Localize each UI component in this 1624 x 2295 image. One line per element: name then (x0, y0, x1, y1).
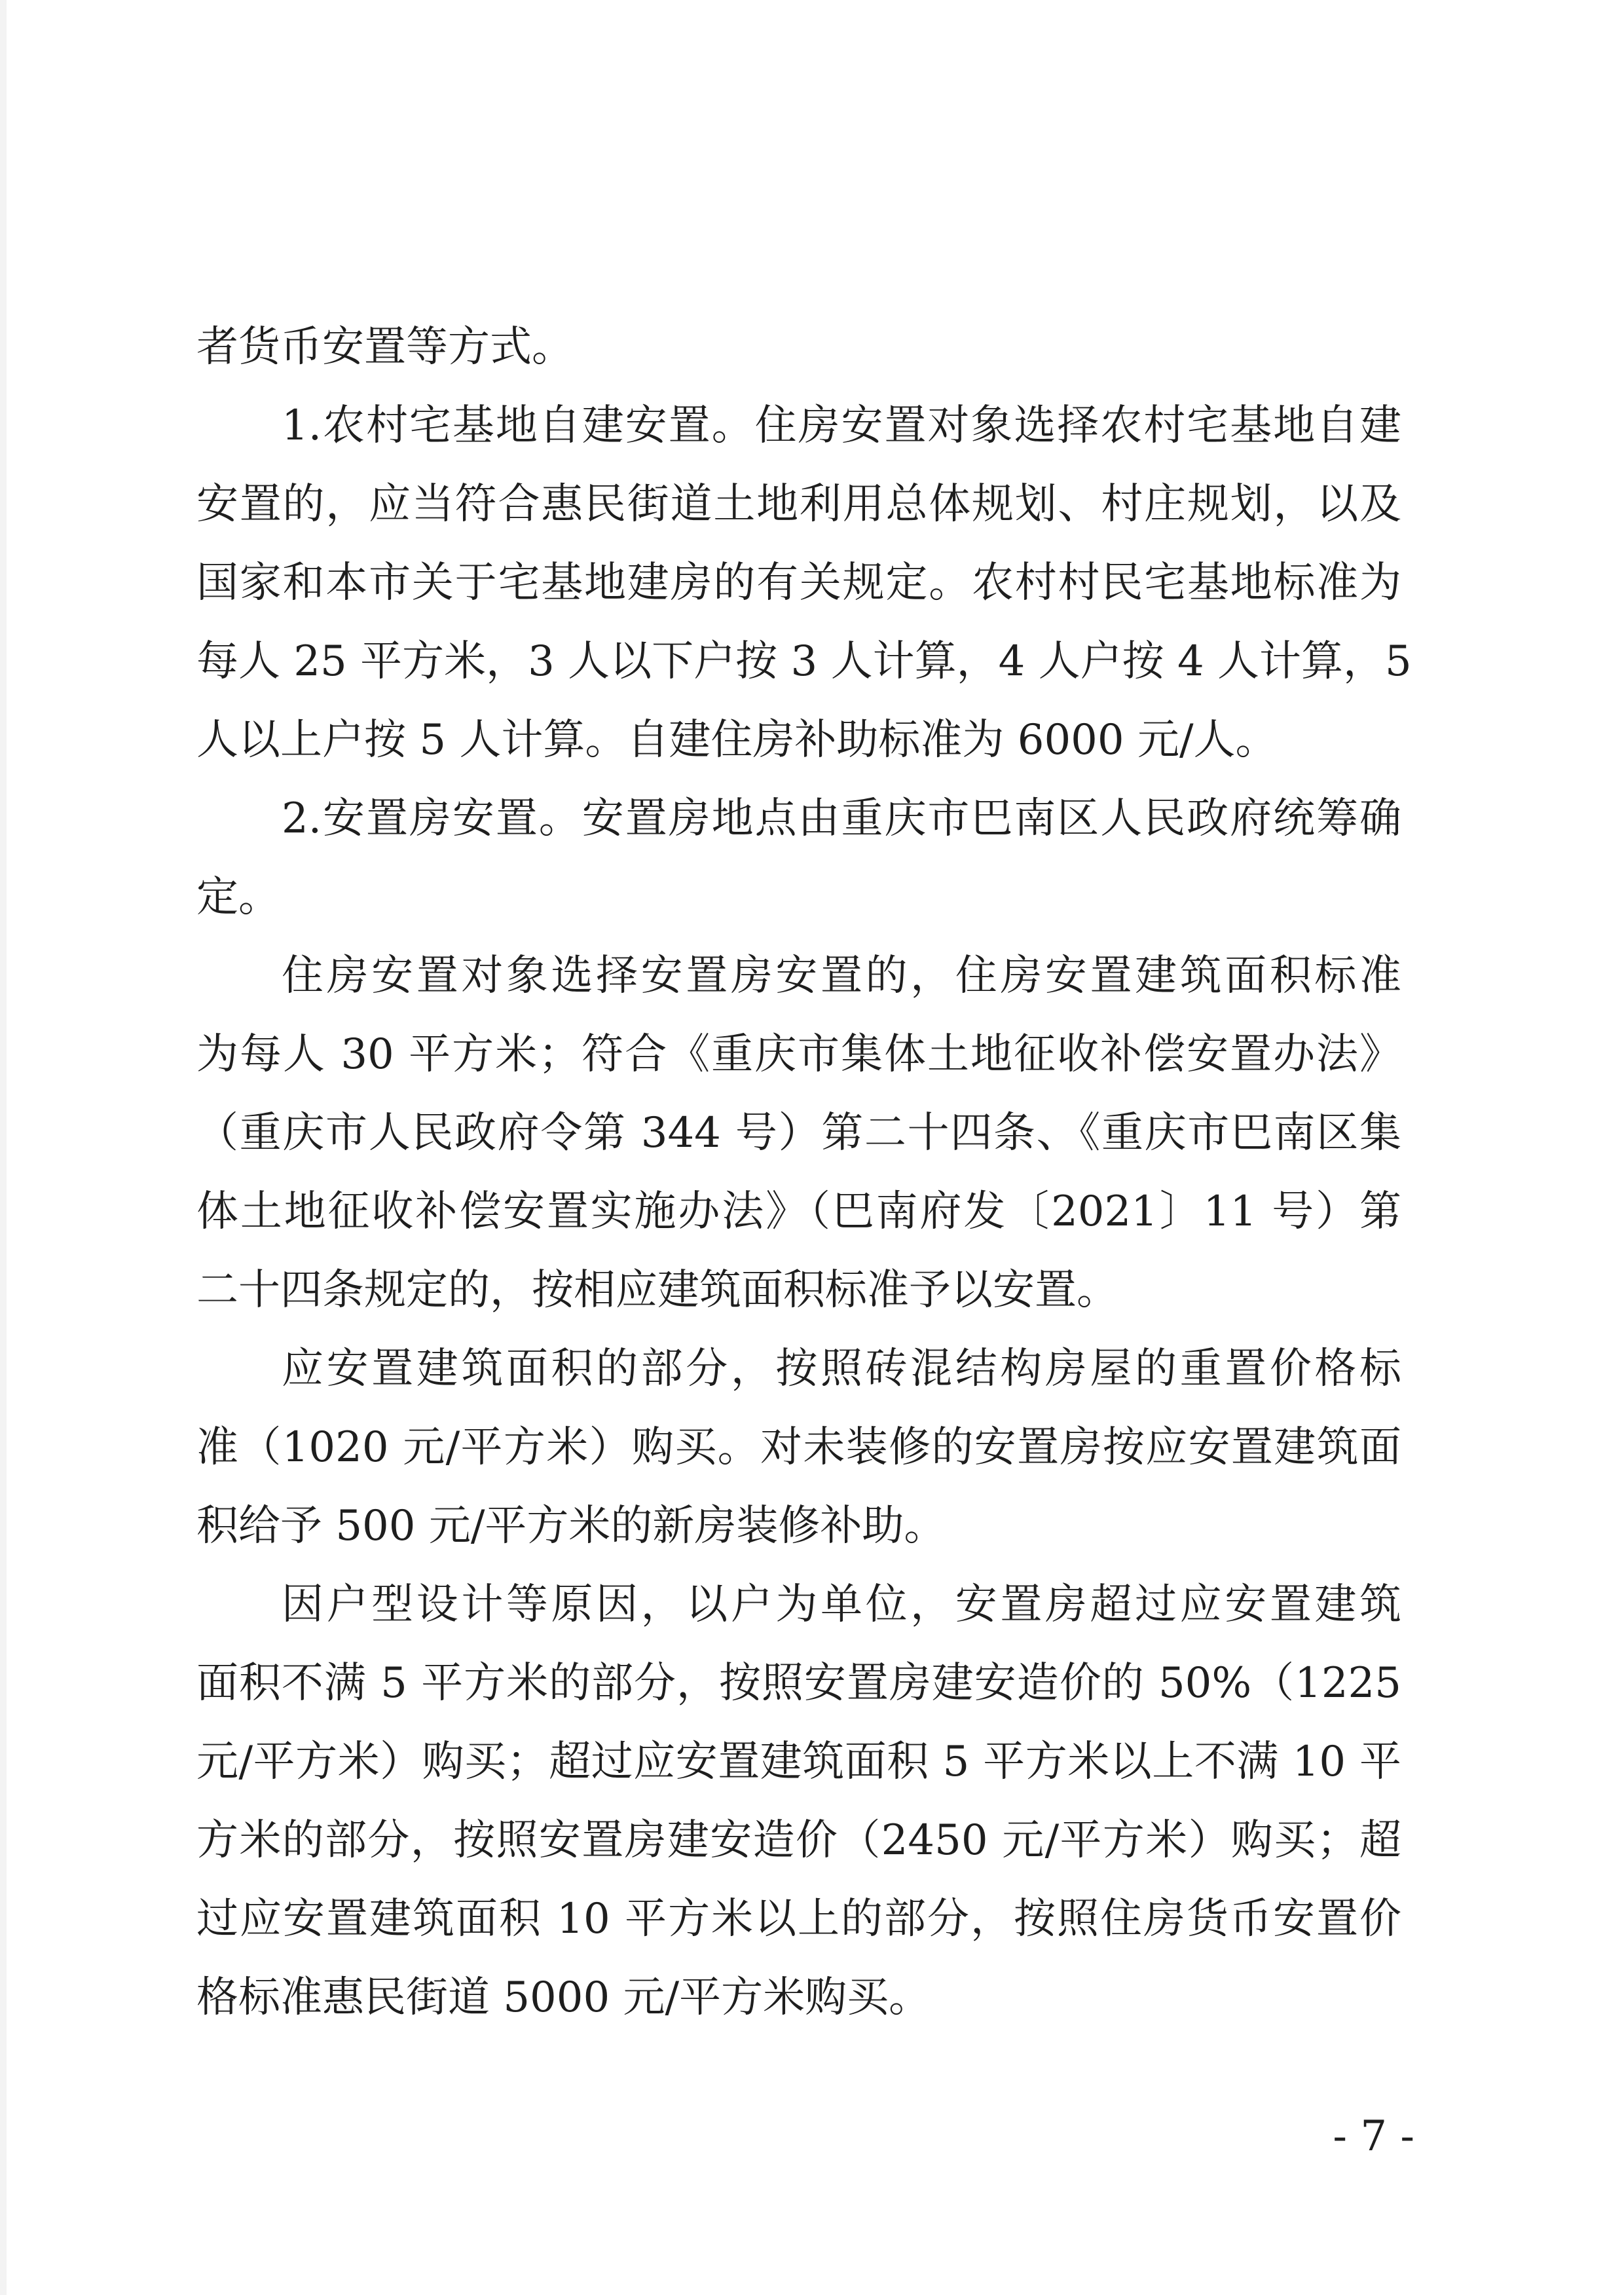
text-line: 为每人 30 平方米；符合《重庆市集体土地征收补偿安置办法》 (196, 1030, 1401, 1079)
text-line: 方米的部分，按照安置房建安造价（2450 元/平方米）购买；超 (196, 1816, 1401, 1865)
text-line: 2.安置房安置。安置房地点由重庆市巴南区人民政府统筹确 (282, 794, 1401, 843)
text-line: 应安置建筑面积的部分，按照砖混结构房屋的重置价格标 (282, 1345, 1401, 1393)
text-line: 国家和本市关于宅基地建房的有关规定。农村村民宅基地标准为 (196, 559, 1401, 607)
text-line: 准（1020 元/平方米）购买。对未装修的安置房按应安置建筑面 (196, 1423, 1401, 1472)
text-line: 过应安置建筑面积 10 平方米以上的部分，按照住房货币安置价 (196, 1895, 1401, 1943)
text-line: 每人 25 平方米，3 人以下户按 3 人计算，4 人户按 4 人计算，5 (196, 637, 1412, 686)
text-line: 因户型设计等原因，以户为单位，安置房超过应安置建筑 (282, 1580, 1401, 1629)
text-line: 定。 (196, 873, 280, 922)
text-line: 住房安置对象选择安置房安置的，住房安置建筑面积标准 (282, 952, 1401, 1000)
text-line: 人以上户按 5 人计算。自建住房补助标准为 6000 元/人。 (196, 716, 1278, 764)
text-line: 安置的，应当符合惠民街道土地利用总体规划、村庄规划，以及 (196, 480, 1401, 529)
text-line: 积给予 500 元/平方米的新房装修补助。 (196, 1502, 946, 1550)
text-line: 格标准惠民街道 5000 元/平方米购买。 (196, 1973, 931, 2022)
text-line: 元/平方米）购买；超过应安置建筑面积 5 平方米以上不满 10 平 (196, 1738, 1401, 1786)
text-line: 1.农村宅基地自建安置。住房安置对象选择农村宅基地自建 (282, 401, 1401, 450)
text-line: 面积不满 5 平方米的部分，按照安置房建安造价的 50%（1225 (196, 1659, 1401, 1707)
text-line: 体土地征收补偿安置实施办法》（巴南府发〔2021〕11 号）第 (196, 1187, 1401, 1236)
text-line: 二十四条规定的，按相应建筑面积标准予以安置。 (196, 1266, 1118, 1315)
text-line: （重庆市人民政府令第 344 号）第二十四条、《重庆市巴南区集 (196, 1109, 1401, 1157)
text-line: 者货币安置等方式。 (196, 323, 574, 371)
page-number: - 7 - (1333, 2112, 1414, 2161)
